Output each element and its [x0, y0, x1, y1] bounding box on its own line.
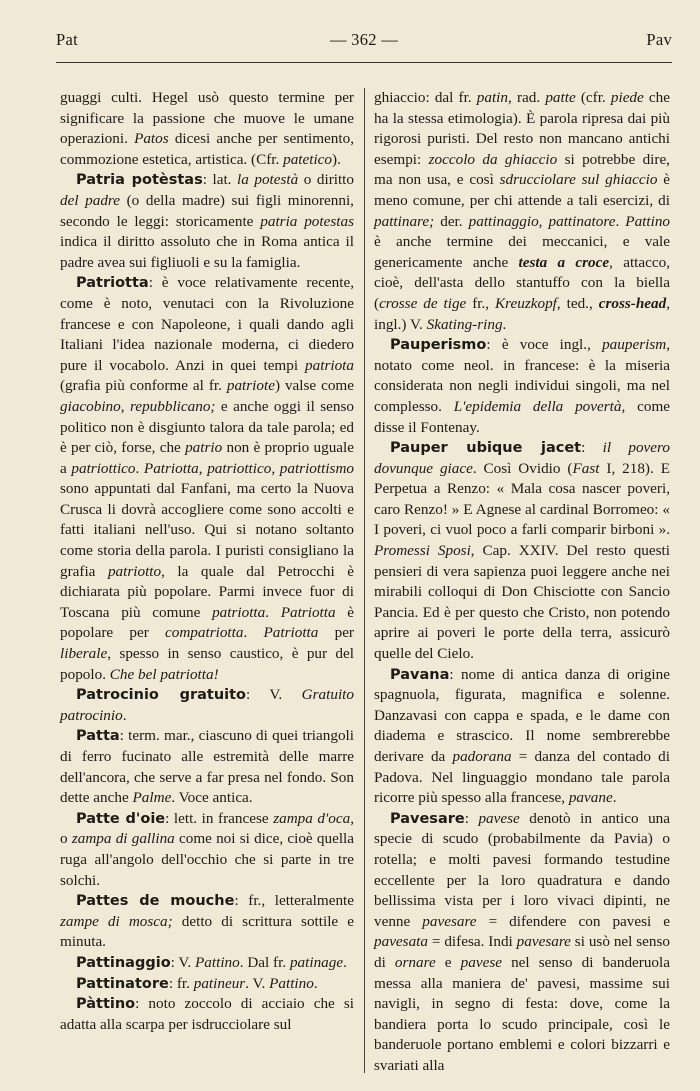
body-text: : V.: [170, 953, 196, 971]
body-text: detto di scrittura sottile e minuta.: [60, 912, 354, 951]
column-divider: [364, 88, 365, 1073]
body-text: . Voce antica.: [171, 789, 253, 807]
body-text: der.: [434, 212, 469, 230]
body-text: .: [122, 706, 127, 724]
body-text: denotò in antico una specie di scudo (probabilmente da Pavia) o rotella; e molti pavesi formando testudine eccellente per la loro quadratura e dando bellissima vista per i loro vivaci dipinti, ne venne: [374, 809, 670, 930]
body-text: indica il diritto assoluto che in Roma antica il padre avea sui figliuoli e su la famiglia.: [60, 233, 354, 271]
bold-italic-text: testa a croce: [518, 253, 610, 271]
body-text: . Dal fr.: [239, 953, 290, 971]
body-text: : è voce relativamente recente, come è noto, venutaci con la Rivoluzione francese e con Napoleone, i quali dando agli Italiani l'idea nazionale moderna, ci diedero pure il vocabolo. Anzi in quei tempi: [60, 274, 354, 374]
entry-headword: Pauper ubique jacet: [390, 440, 582, 457]
dictionary-entry: [374, 665, 670, 809]
body-text: , o: [60, 809, 354, 848]
body-text: .: [612, 789, 617, 807]
running-head: [56, 30, 672, 54]
italic-text: patetico: [283, 150, 333, 168]
body-text: guaggi culti. Hegel usò questo termine per significare la passione che muove le umane operazioni.: [60, 89, 354, 148]
italic-text: giacobino: [60, 397, 121, 415]
body-text: e: [435, 953, 461, 971]
italic-text: Patriotta: [280, 603, 336, 621]
dictionary-entry: [60, 170, 354, 273]
italic-text: pattinatore: [548, 212, 616, 230]
italic-text: zampe di mosca;: [60, 912, 173, 930]
entry-headword: Pàttino: [76, 996, 136, 1013]
entry-headword: Patriotta: [76, 275, 149, 292]
italic-text: Patriotta: [263, 624, 319, 642]
body-text: è anche termine dei meccanici, e vale genericamente anche: [374, 233, 670, 271]
italic-text: Skating-ring: [426, 315, 503, 333]
italic-text: zampa d'oca: [273, 809, 351, 827]
entry-headword: Patta: [76, 728, 120, 745]
body-text: .: [265, 603, 281, 621]
italic-text: Patos: [134, 130, 169, 148]
body-text: .: [502, 315, 507, 333]
body-text: come noi si dice, cioè quella ruga all'angolo dell'occhio che si parte in tre solchi.: [60, 830, 354, 889]
header-rule: [56, 62, 672, 63]
italic-text: patriottismo: [279, 459, 355, 477]
body-text: I, 218). E Perpetua a Renzo: « Mala cosa nascer poveri, caro Renzo! » E Agnese al cardinal Borromeo: « I poveri, ci vuol poco a farli comparir birboni ».: [374, 459, 670, 539]
italic-text: zoccolo da ghiaccio: [428, 150, 558, 168]
page-number: — 362 —: [329, 30, 399, 49]
dictionary-entry: [60, 809, 354, 891]
italic-text: pavesare: [516, 933, 571, 951]
body-text: : noto zoccolo di acciaio che si adatta alla scarpa per isdrucciolare sul: [60, 995, 354, 1033]
italic-text: patriote: [226, 377, 275, 395]
body-text: :: [464, 809, 479, 827]
body-text: : fr.: [168, 974, 194, 992]
body-text: , come disse il Fontenay.: [374, 397, 670, 436]
italic-text: pattinare;: [374, 212, 435, 230]
dictionary-entry: [60, 974, 354, 995]
body-text: : lett. in francese: [165, 809, 274, 827]
entry-headword: Pattinatore: [76, 975, 169, 992]
italic-text: pavese: [478, 809, 520, 827]
body-text: ).: [332, 150, 341, 168]
italic-text: liberale: [60, 645, 108, 663]
italic-text: crosse de tige: [379, 294, 467, 312]
body-text: = difendere con pavesi e: [476, 912, 670, 930]
italic-text: zampa di gallina: [71, 830, 175, 848]
entry-headword: Patte d'oie: [76, 810, 166, 827]
body-text: , Cap. XXIV. Del resto questi pensieri di vera sapienza puoi leggere anche nei mirabili colloqui di Don Chisciotte con Sancio Pancia. Ed è per questo che Cristo, non potendo aprire ai poveri le porte della terra, assicurò quelle del Cielo.: [374, 542, 670, 663]
body-text: :: [581, 439, 603, 457]
body-text: è popolare per: [60, 603, 354, 642]
dictionary-entry: [374, 809, 670, 1077]
body-text: . Così Ovidio (: [472, 459, 573, 477]
italic-text: del padre: [60, 191, 121, 209]
italic-text: patriottico: [207, 459, 272, 477]
body-text: , notato come neol. in francese: è la miseria considerata non negli individui singoli, ma nel complesso.: [374, 336, 670, 415]
italic-text: Che bel patriotta!: [109, 665, 219, 683]
body-text: .: [243, 624, 264, 642]
body-text: ,: [198, 459, 208, 477]
body-text: ghiaccio: dal fr.: [374, 89, 477, 106]
italic-text: patriota: [305, 356, 354, 374]
body-text: (grafia più conforme al fr.: [60, 377, 227, 395]
italic-text: pavesata: [374, 933, 428, 951]
body-text: , attacco, cioè, dell'asta dello stantuffo con la biella (: [374, 253, 671, 312]
body-text: , la quale dal Petrocchi è dichiarata più popolare. Parmi invece fuor di Toscana più comune: [60, 562, 354, 621]
italic-text: patriotto: [107, 562, 162, 580]
left-column: [60, 88, 354, 1035]
body-text: .: [313, 974, 318, 992]
italic-text: patte: [545, 89, 576, 106]
body-text: .: [615, 212, 626, 230]
italic-text: pavane: [568, 789, 613, 807]
running-head-left: Pat: [56, 30, 78, 49]
italic-text: Kreuzkopf: [495, 294, 557, 312]
italic-text: patriottico: [71, 459, 136, 477]
body-text: , ted.,: [556, 294, 599, 312]
dictionary-entry: [60, 891, 354, 953]
body-text: ,: [271, 459, 280, 477]
dictionary-entry: [374, 438, 670, 665]
body-text: (cfr.: [575, 89, 611, 106]
italic-text: la potestà: [237, 171, 299, 189]
italic-text: pauperism: [602, 336, 667, 354]
entry-headword: Patrocinio gratuito: [76, 687, 247, 704]
body-text: e anche oggi il senso politico non è disgiunto talora da tale parola; ed è per ciò, forse, che: [60, 397, 354, 457]
italic-text: Gratuito patrocinio: [60, 686, 354, 724]
italic-text: patin: [476, 89, 508, 106]
italic-text: Pattino: [195, 953, 240, 971]
dictionary-entry: [60, 685, 354, 726]
italic-text: Pattino: [625, 212, 671, 230]
italic-text: patrio: [185, 439, 223, 457]
italic-text: compatriotta: [165, 624, 244, 642]
body-text: : V.: [246, 686, 302, 704]
italic-text: pattinaggio: [468, 212, 539, 230]
italic-text: patriotta: [212, 603, 266, 621]
italic-text: pavesare: [422, 912, 477, 930]
entry-continuation: [374, 88, 670, 335]
body-text: , ingl.) V.: [374, 294, 670, 333]
body-text: fr.,: [466, 294, 496, 312]
body-text: non è proprio uguale a: [60, 439, 354, 477]
italic-text: Patriotta: [143, 459, 199, 477]
italic-text: ornare: [394, 953, 436, 971]
dictionary-entry: [60, 994, 354, 1035]
entry-headword: Pattes de mouche: [76, 893, 235, 910]
italic-text: repubblicano;: [129, 397, 216, 415]
body-text: .: [343, 953, 347, 971]
italic-text: patineur: [193, 974, 246, 992]
entry-headword: Patria potèstas: [76, 172, 203, 189]
dictionary-entry: [374, 335, 670, 438]
italic-text: piede: [610, 89, 644, 106]
dictionary-entry: [60, 273, 354, 685]
body-text: , rad.: [508, 89, 546, 106]
italic-text: pavese: [460, 953, 502, 971]
body-text: sono appuntati dal Fanfani, ma certo la Nuova Crusca li dovrà accogliere come sono accolti e fatti italiani nell'uso. Qui si notano soltanto come storia della parola. I puristi consigliano la grafia: [60, 480, 354, 580]
body-text: o diritto: [298, 171, 354, 189]
italic-text: patria potestas: [260, 212, 354, 230]
italic-text: padorana: [452, 748, 512, 765]
italic-text: Promessi Sposi: [374, 542, 471, 560]
italic-text: L'epidemia della povertà: [453, 397, 622, 415]
bold-italic-text: cross-head: [598, 294, 667, 312]
body-text: : term. mar., ciascuno di quei triangoli di ferro fucinato alle estremità delle marre dell'ancora, che serve a far presa nel fondo. Son dette anche: [60, 727, 354, 807]
italic-text: patinage: [289, 953, 344, 971]
body-text: . V.: [245, 974, 270, 992]
body-text: : nome di antica danza di origine spagnuola, figurata, magnifica e solenne. Danzavasi con cappa e spada, e le dame con diadema e strascico. Il nome sembrerebbe derivare da: [374, 665, 670, 765]
entry-headword: Pattinaggio: [76, 954, 171, 971]
entry-headword: Pauperismo: [390, 337, 487, 354]
dictionary-entry: [60, 726, 354, 808]
body-text: (o della madre) sui figli minorenni, secondo le leggi: storicamente: [60, 191, 354, 230]
body-text: si usò nel senso di: [374, 933, 671, 971]
entry-headword: Pavesare: [390, 810, 465, 827]
body-text: = difesa. Indi: [428, 933, 517, 951]
body-text: : fr., letteralmente: [234, 892, 355, 910]
body-text: dicesi anche per sentimento, commozione estetica, artistica. (Cfr.: [60, 130, 354, 168]
entry-continuation: [60, 88, 354, 170]
dictionary-entry: [60, 953, 354, 974]
body-text: ) valse come: [274, 377, 354, 395]
body-text: ,: [120, 397, 130, 415]
body-text: si potrebbe dire, ma non usa, e così: [374, 150, 670, 189]
body-text: : è voce ingl.,: [486, 336, 603, 354]
italic-text: Pattino: [269, 974, 314, 992]
body-text: : lat.: [202, 171, 237, 189]
italic-text: Palme: [132, 789, 172, 807]
italic-text: sdrucciolare sul ghiaccio: [499, 171, 658, 189]
body-text: nel senso di banderuola messa alla maniera de' pavesi, massime sui navigli, in segno di festa: dove, come la bandiera porta lo scudo principale, così le banderuole portano emblemi e colori bizzarri e svariati alla: [374, 953, 670, 1074]
body-text: ,: [538, 212, 549, 230]
body-text: è meno comune, per chi attende a tali esercizi, di: [374, 171, 670, 209]
body-text: .: [135, 459, 144, 477]
body-text: che ha la stessa etimologia). È parola ripresa dai più rigorosi puristi. Del resto non mancano antichi esempi:: [374, 89, 670, 168]
running-head-right: Pav: [646, 30, 672, 49]
italic-text: Fast: [572, 459, 600, 477]
body-text: , spesso in senso caustico, è pur del popolo.: [60, 645, 354, 683]
right-column: [374, 88, 670, 1077]
entry-headword: Pavana: [390, 666, 450, 683]
italic-text: il povero dovunque giace: [374, 439, 670, 477]
body-text: per: [318, 624, 354, 642]
body-text: = danza del contado di Padova. Nel linguaggio mondano tale parola ricorre più spesso alla francese,: [374, 748, 670, 807]
